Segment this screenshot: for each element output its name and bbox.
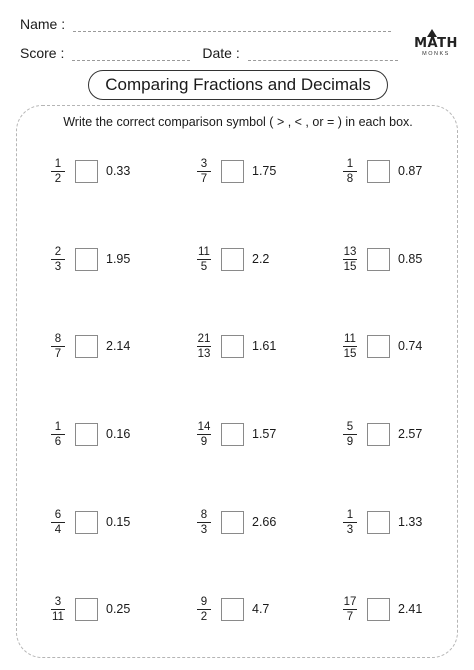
fraction-numerator: 1	[54, 157, 62, 170]
fraction	[47, 246, 69, 273]
answer-box[interactable]	[75, 248, 98, 271]
fraction-numerator: 11	[344, 332, 356, 345]
problems-panel	[16, 105, 458, 658]
problem-item	[47, 594, 130, 624]
fraction-denominator: 3	[54, 260, 62, 273]
fraction-denominator: 13	[197, 347, 211, 360]
problem-item	[339, 419, 422, 449]
problem-item	[193, 244, 269, 274]
answer-box[interactable]	[221, 423, 244, 446]
problem-item	[339, 507, 422, 537]
problem-item	[193, 507, 276, 537]
fraction-numerator: 1	[346, 508, 354, 521]
fraction-numerator: 14	[197, 420, 211, 433]
fraction	[47, 509, 69, 536]
fraction	[339, 333, 361, 360]
fraction	[47, 421, 69, 448]
fraction	[193, 246, 215, 273]
problem-item	[339, 331, 422, 361]
fraction-denominator: 3	[346, 523, 354, 536]
decimal-value: 1.61	[252, 339, 277, 353]
answer-box[interactable]	[75, 160, 98, 183]
answer-box[interactable]	[221, 160, 244, 183]
name-label: Name :	[20, 16, 66, 32]
problem-item	[339, 244, 422, 274]
problem-item	[47, 156, 130, 186]
answer-box[interactable]	[75, 423, 98, 446]
fraction-numerator: 2	[54, 245, 62, 258]
decimal-value: 1.95	[106, 252, 131, 266]
logo-main-text: MATH	[414, 36, 458, 51]
fraction	[193, 333, 215, 360]
decimal-value: 0.25	[106, 602, 131, 616]
fraction	[339, 421, 361, 448]
score-line[interactable]	[72, 47, 190, 61]
decimal-value: 0.16	[106, 427, 131, 441]
decimal-value: 0.74	[398, 339, 423, 353]
math-monks-logo	[414, 34, 458, 57]
fraction-denominator: 4	[54, 523, 62, 536]
decimal-value: 4.7	[252, 602, 270, 616]
fraction-numerator: 8	[54, 332, 62, 345]
fraction-numerator: 6	[54, 508, 62, 521]
fraction	[193, 596, 215, 623]
decimal-value: 1.57	[252, 427, 277, 441]
problem-item	[193, 331, 276, 361]
fraction-numerator: 8	[200, 508, 208, 521]
answer-box[interactable]	[367, 160, 390, 183]
fraction-numerator: 17	[343, 595, 357, 608]
answer-box[interactable]	[221, 248, 244, 271]
date-line[interactable]	[248, 47, 398, 61]
problem-item	[339, 156, 422, 186]
fraction-denominator: 9	[346, 435, 354, 448]
answer-box[interactable]	[367, 423, 390, 446]
decimal-value: 2.41	[398, 602, 423, 616]
fraction-denominator: 2	[200, 610, 208, 623]
problem-item	[339, 594, 422, 624]
answer-box[interactable]	[221, 598, 244, 621]
decimal-value: 2.66	[252, 515, 277, 529]
answer-box[interactable]	[367, 598, 390, 621]
fraction	[339, 158, 361, 185]
decimal-value: 1.33	[398, 515, 423, 529]
decimal-value: 0.87	[398, 164, 423, 178]
fraction-numerator: 3	[200, 157, 208, 170]
fraction-denominator: 15	[343, 347, 357, 360]
problem-item	[47, 507, 130, 537]
fraction	[47, 158, 69, 185]
score-field-row	[20, 45, 398, 61]
fraction-numerator: 11	[198, 245, 210, 258]
fraction-denominator: 3	[200, 523, 208, 536]
problem-item	[193, 419, 276, 449]
date-label: Date :	[202, 45, 240, 61]
decimal-value: 2.14	[106, 339, 131, 353]
fraction-numerator: 3	[54, 595, 62, 608]
fraction	[47, 596, 69, 623]
fraction	[339, 596, 361, 623]
fraction	[193, 509, 215, 536]
fraction-denominator: 2	[54, 172, 62, 185]
fraction-numerator: 5	[346, 420, 354, 433]
problem-item	[47, 419, 130, 449]
answer-box[interactable]	[75, 511, 98, 534]
logo-triangle-icon	[427, 29, 437, 37]
decimal-value: 1.75	[252, 164, 277, 178]
instructions: Write the correct comparison symbol ( > , < , or = ) in each box.	[63, 115, 413, 129]
fraction	[339, 246, 361, 273]
fraction	[193, 158, 215, 185]
fraction	[339, 509, 361, 536]
logo-sub-text: MONKS	[422, 51, 450, 57]
fraction-numerator: 21	[197, 332, 211, 345]
answer-box[interactable]	[367, 335, 390, 358]
fraction-numerator: 1	[54, 420, 62, 433]
decimal-value: 0.15	[106, 515, 131, 529]
problem-item	[47, 331, 130, 361]
fraction-denominator: 15	[343, 260, 357, 273]
name-field-row	[20, 16, 391, 32]
fraction-numerator: 9	[200, 595, 208, 608]
answer-box[interactable]	[367, 248, 390, 271]
answer-box[interactable]	[75, 335, 98, 358]
decimal-value: 0.85	[398, 252, 423, 266]
decimal-value: 0.33	[106, 164, 131, 178]
answer-box[interactable]	[75, 598, 98, 621]
answer-box[interactable]	[221, 335, 244, 358]
decimal-value: 2.57	[398, 427, 423, 441]
problem-item	[193, 156, 276, 186]
fraction-denominator: 5	[200, 260, 208, 273]
fraction-denominator: 7	[54, 347, 62, 360]
answer-box[interactable]	[221, 511, 244, 534]
decimal-value: 2.2	[252, 252, 270, 266]
problem-item	[193, 594, 269, 624]
fraction-denominator: 11	[52, 610, 64, 623]
answer-box[interactable]	[367, 511, 390, 534]
fraction-denominator: 7	[346, 610, 354, 623]
fraction	[193, 421, 215, 448]
fraction-denominator: 6	[54, 435, 62, 448]
fraction-denominator: 8	[346, 172, 354, 185]
score-label: Score :	[20, 45, 65, 61]
worksheet-title: Comparing Fractions and Decimals	[88, 70, 388, 100]
fraction-denominator: 7	[200, 172, 208, 185]
problem-item	[47, 244, 130, 274]
fraction-numerator: 13	[343, 245, 357, 258]
fraction	[47, 333, 69, 360]
fraction-numerator: 1	[346, 157, 354, 170]
fraction-denominator: 9	[200, 435, 208, 448]
name-line[interactable]	[73, 18, 391, 32]
